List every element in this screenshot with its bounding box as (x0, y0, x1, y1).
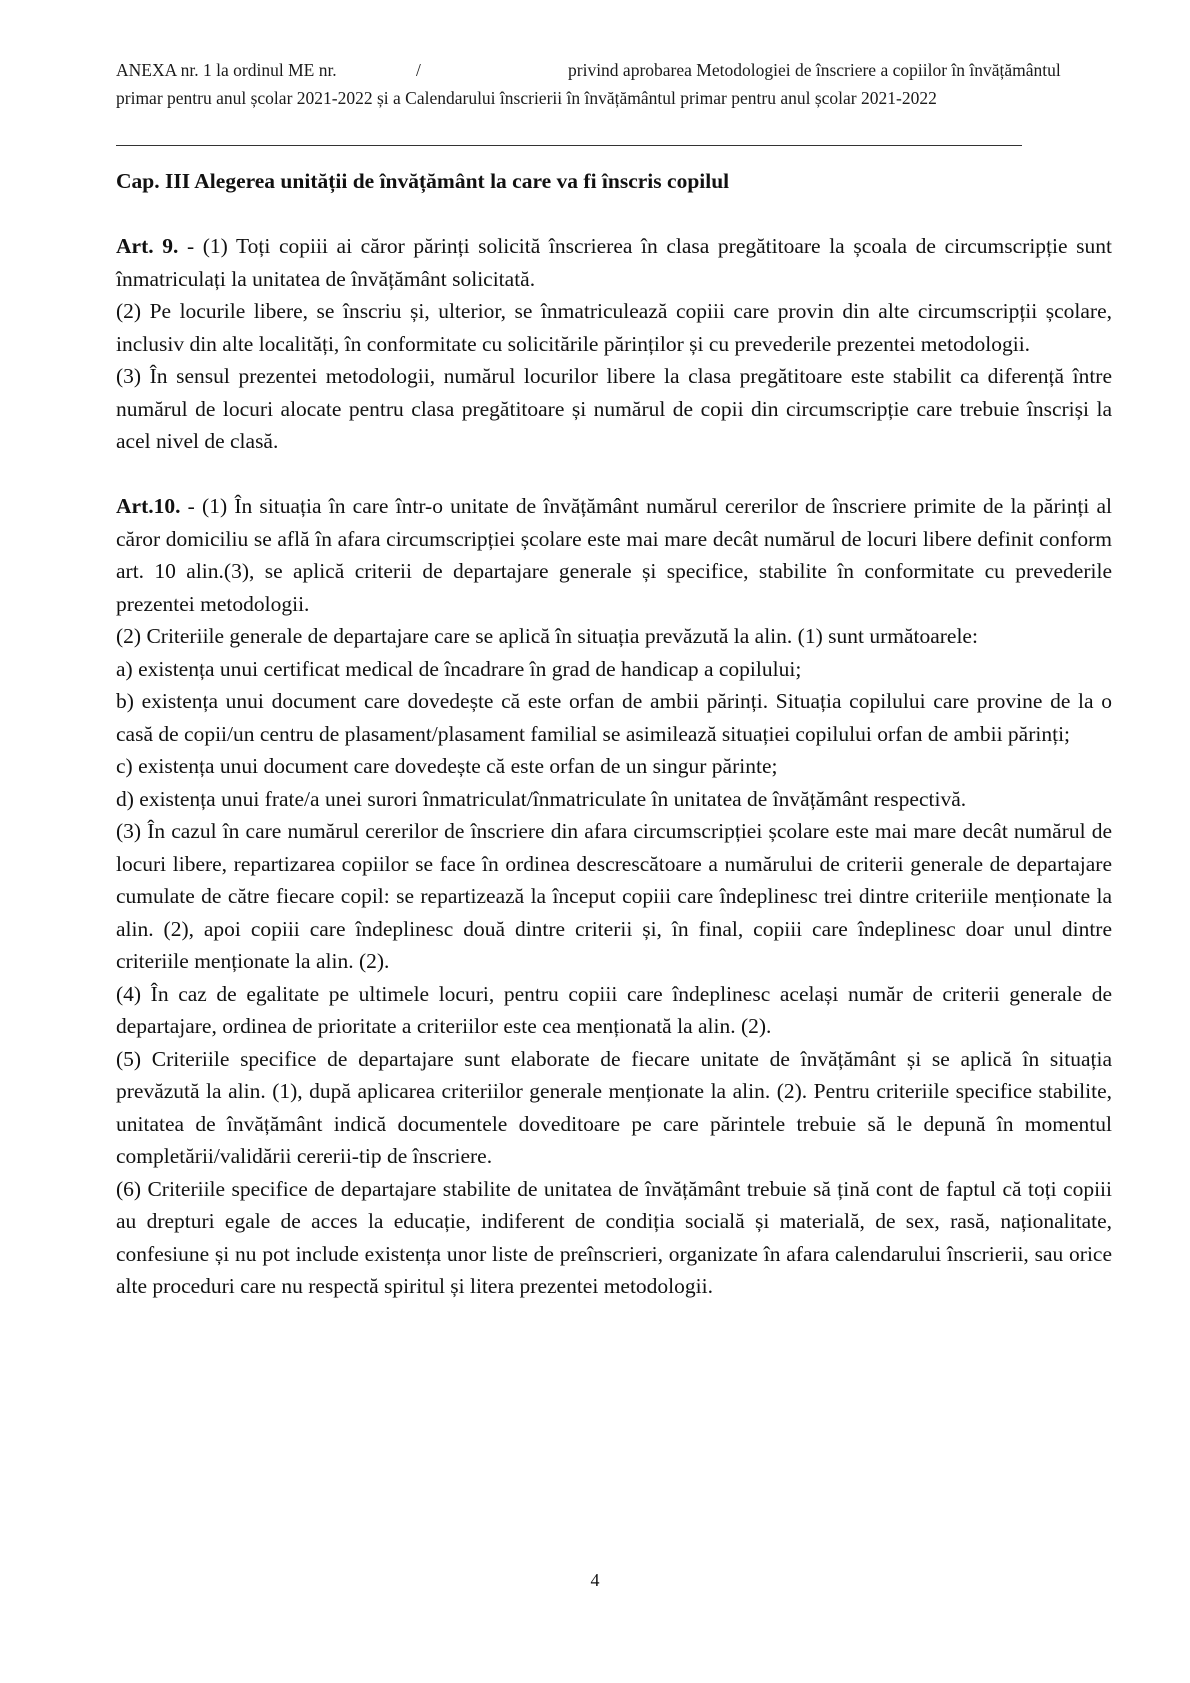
art10-paragraph-2: (2) Criteriile generale de departajare care se aplică în situația prevăzută la alin. (1) sunt următoarele: (116, 624, 978, 648)
spacer (116, 458, 1112, 491)
page-header (116, 56, 1116, 112)
art10-item-c: c) existența unui document care dovedește că este orfan de un singur părinte; (116, 754, 778, 778)
spacer (116, 198, 1112, 231)
art10-paragraph-3: (3) În cazul în care numărul cererilor de înscriere din afara circumscripției școlare este mai mare decât numărul de locuri libere, repartizarea copiilor se face în ordinea descrescătoare a numărului de criterii generale de departajare cumulate de către fiecare copil: se repartizează la început copiii care îndeplinesc trei dintre criteriile menționate la alin. (2), apoi copiii care îndeplinesc două dintre criterii și, în final, copiii care îndeplinesc doar unul dintre criteriile menționate la alin. (2). (116, 819, 1112, 973)
header-slash: / (416, 60, 421, 80)
art10-paragraph-1 (116, 490, 1112, 620)
chapter-title: Cap. III Alegerea unității de învățământ la care va fi înscris copilul (116, 169, 730, 193)
header-subject: privind aprobarea Metodologiei de înscriere a copiilor în învățământul (568, 60, 1061, 80)
header-line-2: primar pentru anul școlar 2021-2022 și a Calendarului înscrierii în învățământul primar pentru anul școlar 2021-2022 (116, 88, 937, 108)
document-body (116, 165, 1112, 1303)
art10-paragraph-5: (5) Criteriile specifice de departajare sunt elaborate de fiecare unitate de învățământ și se aplică în situația prevăzută la alin. (1), după aplicarea criteriilor generale menționate la alin. (2). Pentru criteriile specifice stabilite, unitatea de învățământ indică documentele doveditoare pe care părintele trebuie să le depună în momentul completării/validării cererii-tip de înscriere. (116, 1046, 1112, 1168)
header-divider (116, 145, 1022, 146)
art10-item-a: a) existența unui certificat medical de încadrare în grad de handicap a copilului; (116, 656, 802, 681)
art9-paragraph-3: (3) În sensul prezentei metodologii, numărul locurilor libere la clasa pregătitoare este stabilit ca diferență între numărul de locuri alocate pentru clasa pregătitoare și numărul de copii din circumscripție care trebuie înscriși la acel nivel de clasă. (116, 364, 1112, 453)
art9-paragraph-1 (116, 230, 1112, 295)
art9-text-1: - (1) Toți copiii ai căror părinți solicită înscrierea în clasa pregătitoare la școala de circumscripție sunt înmatriculați la unitatea de învățământ solicitată. (116, 234, 1112, 291)
header-line-1 (116, 56, 1116, 84)
page-number: 4 (590, 1570, 600, 1590)
art10-text-1: - (1) În situația în care într-o unitate de învățământ numărul cererilor de înscriere primite de la părinți al căror domiciliu se află în afara circumscripției școlare este mai mare decât numărul de locuri libere definit conform art. 10 alin.(3), se aplică criterii de departajare generale și specifice, stabilite în conformitate cu prevederile prezentei metodologii. (116, 494, 1112, 616)
art10-item-d: d) existența unui frate/a unei surori înmatriculat/înmatriculate în unitatea de învățământ respectivă. (116, 786, 967, 811)
art10-item-b: b) existența unui document care dovedește că este orfan de ambii părinți. Situația copilului care provine de la o casă de copii/un centru de plasament/plasament familial se asimilează situației copilului orfan de ambii părinți; (116, 689, 1112, 746)
header-annex-ref: ANEXA nr. 1 la ordinul ME nr. (116, 60, 337, 80)
art10-paragraph-6: (6) Criteriile specifice de departajare stabilite de unitatea de învățământ trebuie să țină cont de faptul că toți copiii au drepturi egale de acces la educație, indiferent de condiția socială și materială, de sex, rasă, naționalitate, confesiune și nu pot include existența unor liste de preînscrieri, organizate în afara calendarului înscrierii, sau orice alte proceduri care nu respectă spiritul și litera prezentei metodologii. (116, 1176, 1112, 1298)
art10-label: Art.10. (116, 494, 181, 518)
art10-paragraph-4: (4) În caz de egalitate pe ultimele locuri, pentru copiii care îndeplinesc același număr de criterii generale de departajare, ordinea de prioritate a criteriilor este cea menționată la alin. (2). (116, 981, 1112, 1038)
art9-paragraph-2: (2) Pe locurile libere, se înscriu și, ulterior, se înmatriculează copiii care provin din alte circumscripții școlare, inclusiv din alte localități, în conformitate cu solicitările părinților și cu prevederile prezentei metodologii. (116, 299, 1112, 356)
art9-label: Art. 9. (116, 234, 179, 258)
